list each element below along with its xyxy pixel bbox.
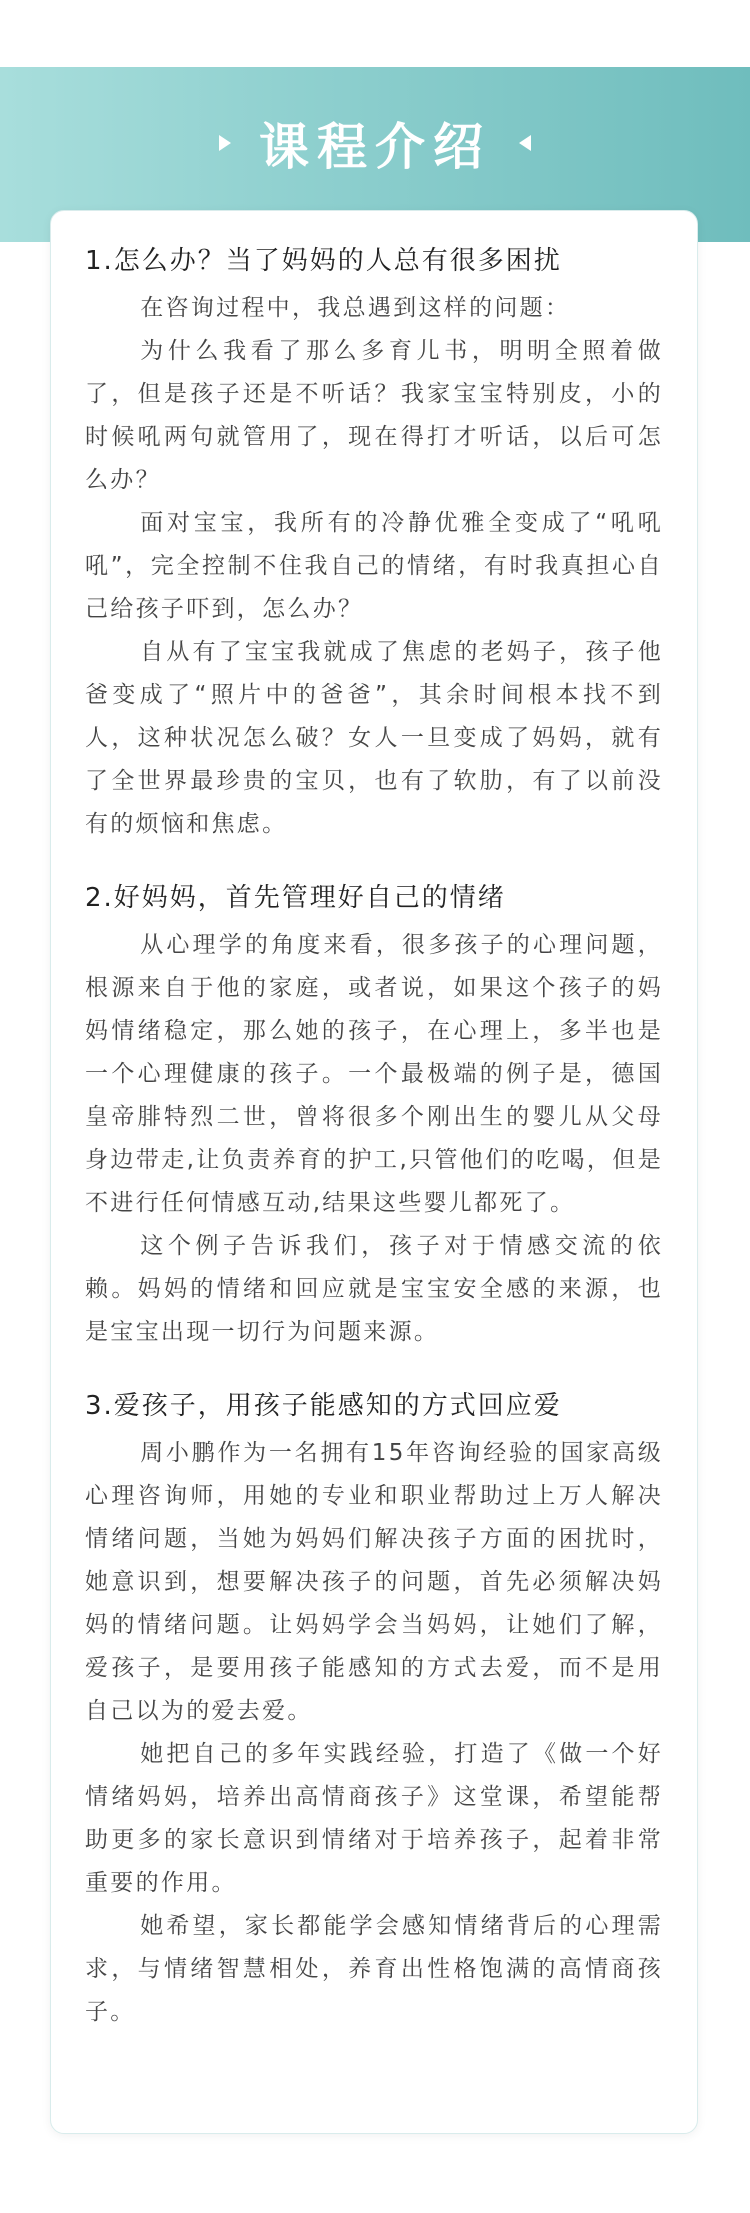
content-card bbox=[50, 210, 698, 2134]
paragraph: 这个例子告诉我们，孩子对于情感交流的依赖。妈妈的情绪和回应就是宝宝安全感的来源，也是宝宝出现一切行为问题来源。 bbox=[85, 1233, 663, 1345]
paragraph: 她希望，家长都能学会感知情绪背后的心理需求，与情绪智慧相处，养育出性格饱满的高情商孩子。 bbox=[85, 1913, 663, 2025]
paragraph: 面对宝宝，我所有的冷静优雅全变成了“吼吼吼”，完全控制不住我自己的情绪，有时我真担心自己给孩子吓到，怎么办？ bbox=[85, 510, 663, 622]
section-spacer bbox=[85, 846, 663, 880]
triangle-right-icon bbox=[219, 135, 231, 151]
section-heading: 2.好妈妈，首先管理好自己的情绪 bbox=[85, 883, 506, 913]
section-3 bbox=[85, 1388, 663, 2034]
section-spacer bbox=[85, 1354, 663, 1388]
paragraph: 从心理学的角度来看，很多孩子的心理问题，根源来自于他的家庭，或者说，如果这个孩子的妈妈情绪稳定，那么她的孩子，在心理上，多半也是一个心理健康的孩子。一个最极端的例子是，德国皇帝腓特烈二世，曾将很多个刚出生的婴儿从父母身边带走,让负责养育的护工,只管他们的吃喝，但是不进行任何情感互动,结果这些婴儿都死了。 bbox=[85, 932, 663, 1216]
triangle-left-icon bbox=[519, 135, 531, 151]
section-2 bbox=[85, 880, 663, 1354]
title-bar bbox=[0, 108, 750, 178]
section-heading: 1.怎么办？当了妈妈的人总有很多困扰 bbox=[85, 246, 562, 276]
paragraph: 自从有了宝宝我就成了焦虑的老妈子，孩子他爸变成了“照片中的爸爸”，其余时间根本找不到人，这种状况怎么破？女人一旦变成了妈妈，就有了全世界最珍贵的宝贝，也有了软肋，有了以前没有的烦恼和焦虑。 bbox=[85, 639, 663, 837]
paragraph: 周小鹏作为一名拥有15年咨询经验的国家高级心理咨询师，用她的专业和职业帮助过上万人解决情绪问题，当她为妈妈们解决孩子方面的困扰时，她意识到，想要解决孩子的问题，首先必须解决妈妈的情绪问题。让妈妈学会当妈妈，让她们了解，爱孩子，是要用孩子能感知的方式去爱，而不是用自己以为的爱去爱。 bbox=[85, 1440, 663, 1724]
section-heading: 3.爱孩子，用孩子能感知的方式回应爱 bbox=[85, 1391, 562, 1421]
paragraph: 为什么我看了那么多育儿书，明明全照着做了，但是孩子还是不听话？我家宝宝特别皮，小的时候吼两句就管用了，现在得打才听话，以后可怎么办？ bbox=[85, 338, 663, 493]
section-1 bbox=[85, 243, 663, 846]
page-title: 课程介绍 bbox=[259, 118, 491, 176]
paragraph: 在咨询过程中，我总遇到这样的问题： bbox=[140, 295, 571, 321]
paragraph: 她把自己的多年实践经验，打造了《做一个好情绪妈妈，培养出高情商孩子》这堂课，希望能帮助更多的家长意识到情绪对于培养孩子，起着非常重要的作用。 bbox=[85, 1741, 663, 1896]
